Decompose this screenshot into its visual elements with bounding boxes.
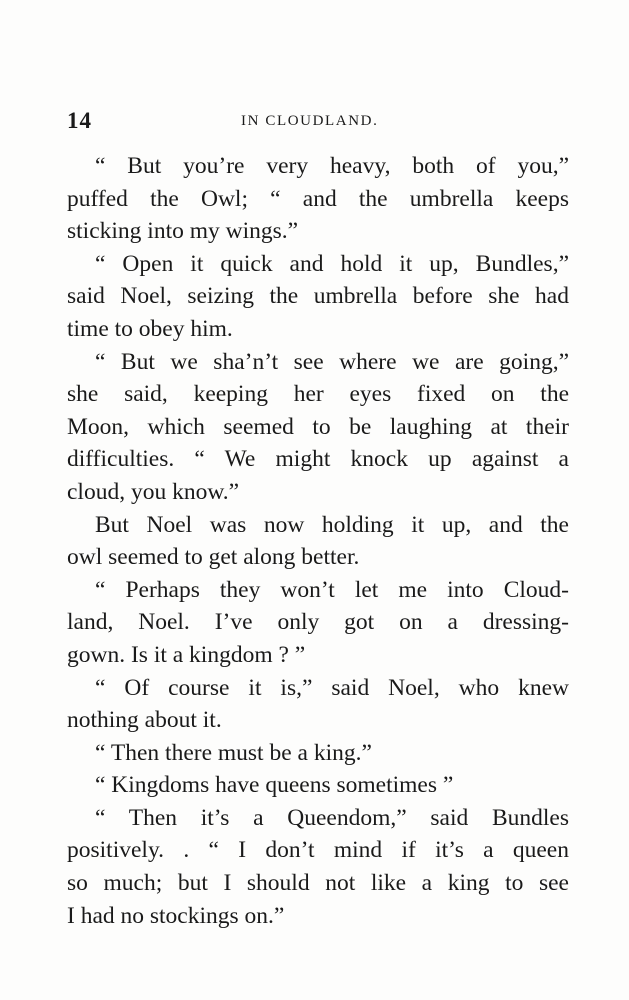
body-text	[67, 150, 569, 932]
page-header	[67, 108, 569, 138]
text-line: Moon, which seemed to be laughing at their	[67, 413, 569, 440]
text-line: “ Then it’s a Queendom,” said Bundles	[95, 804, 569, 831]
text-line: cloud, you know.”	[67, 478, 240, 505]
running-title: IN CLOUDLAND.	[241, 113, 379, 129]
text-line: so much; but I should not like a king to see	[67, 870, 569, 897]
text-line: But Noel was now holding it up, and the	[95, 511, 569, 538]
text-line: said Noel, seizing the umbrella before she had	[67, 283, 569, 310]
text-line: land, Noel. I’ve only got on a dressing-	[67, 609, 569, 636]
text-line: she said, keeping her eyes fixed on the	[67, 381, 569, 408]
text-line: “ But we sha’n’t see where we are going,”	[95, 348, 569, 375]
text-line: time to obey him.	[67, 315, 233, 342]
text-line: “ Then there must be a king.”	[95, 739, 372, 766]
text-line: “ Perhaps they won’t let me into Cloud-	[95, 576, 569, 603]
text-line: puffed the Owl; “ and the umbrella keeps	[67, 185, 569, 212]
text-line: nothing about it.	[67, 707, 222, 734]
text-line: positively. . “ I don’t mind if it’s a queen	[67, 837, 569, 864]
text-line: “ Of course it is,” said Noel, who knew	[95, 674, 569, 701]
text-line: sticking into my wings.”	[67, 218, 299, 245]
text-line: I had no stockings on.”	[67, 902, 285, 929]
text-line: gown. Is it a kingdom ? ”	[67, 641, 306, 668]
text-line: “ But you’re very heavy, both of you,”	[95, 153, 569, 179]
text-line: difficulties. “ We might knock up against a	[67, 446, 569, 473]
text-line: “ Open it quick and hold it up, Bundles,”	[95, 250, 569, 277]
text-line: owl seemed to get along better.	[67, 544, 360, 571]
page-number: 14	[67, 108, 92, 133]
text-line: “ Kingdoms have queens sometimes ”	[95, 772, 454, 799]
